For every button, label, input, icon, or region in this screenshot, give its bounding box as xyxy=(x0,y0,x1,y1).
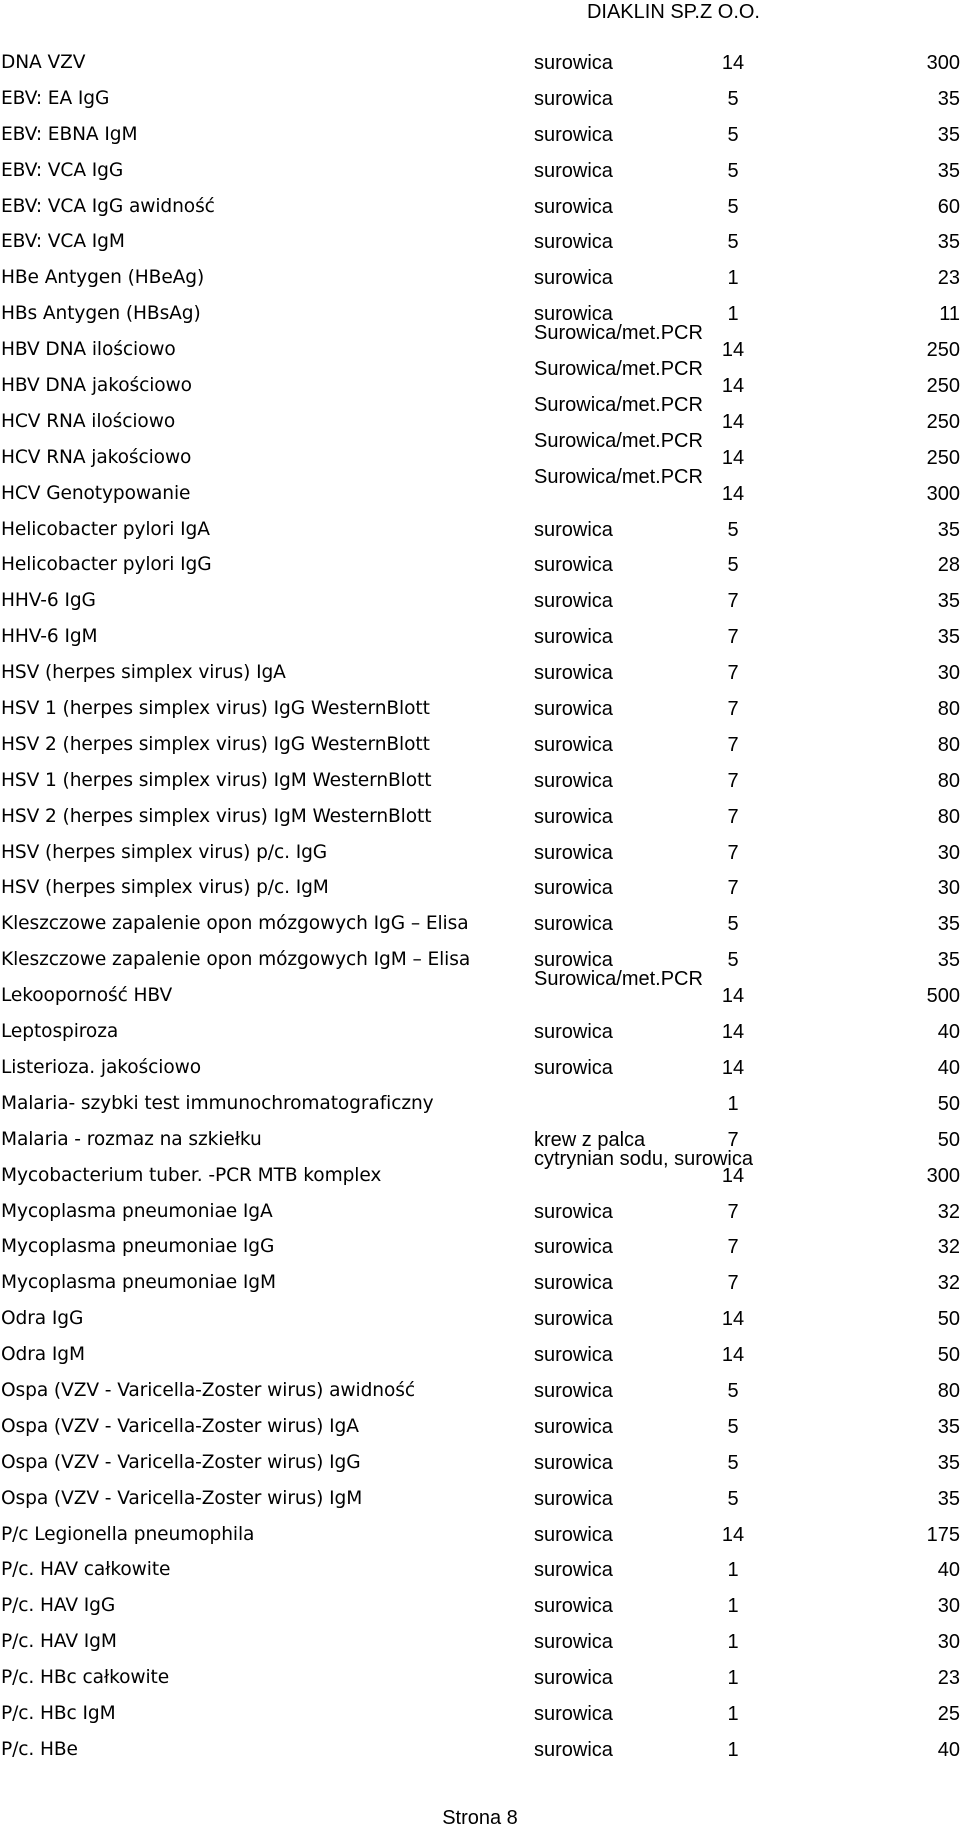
table-row xyxy=(0,691,960,727)
table-row xyxy=(0,1229,960,1265)
price: 250 xyxy=(926,446,960,469)
turnaround-days: 14 xyxy=(721,1056,745,1079)
price: 11 xyxy=(939,303,960,326)
test-name: Kleszczowe zapalenie opon mózgowych IgG – Elisa xyxy=(1,913,469,935)
price: 35 xyxy=(937,590,960,613)
material: Surowica/met.PCR xyxy=(534,968,703,991)
material: surowica xyxy=(534,626,613,649)
table-row xyxy=(0,763,960,799)
test-name: DNA VZV xyxy=(1,52,86,73)
turnaround-days: 14 xyxy=(721,339,745,362)
material: surowica xyxy=(534,1559,613,1582)
test-name: HSV 1 (herpes simplex virus) IgM WesternBlott xyxy=(1,769,432,791)
test-name: HSV (herpes simplex virus) IgA xyxy=(1,662,286,684)
turnaround-days: 1 xyxy=(727,303,739,326)
material: surowica xyxy=(534,1738,613,1761)
test-name: Odra IgG xyxy=(1,1308,84,1330)
table-row xyxy=(0,117,960,153)
price: 80 xyxy=(937,733,960,756)
test-name: Odra IgM xyxy=(1,1344,85,1366)
material: surowica xyxy=(534,1667,613,1690)
test-name: P/c. HBc IgM xyxy=(1,1702,116,1724)
price: 250 xyxy=(926,339,960,362)
price: 50 xyxy=(937,1128,960,1151)
price: 250 xyxy=(926,410,960,433)
material: surowica xyxy=(534,52,613,74)
test-name: HBV DNA ilościowo xyxy=(1,339,176,361)
table-row xyxy=(0,799,960,835)
material: Surowica/met.PCR xyxy=(534,393,703,416)
table-row xyxy=(0,942,960,978)
turnaround-days: 7 xyxy=(727,769,739,792)
test-name: P/c. HAV IgG xyxy=(1,1595,116,1617)
company-header: DIAKLIN SP.Z O.O. xyxy=(586,1,760,23)
price: 25 xyxy=(937,1702,960,1725)
table-row xyxy=(0,547,960,583)
table-row xyxy=(0,1337,960,1373)
table-row xyxy=(0,45,960,81)
price: 40 xyxy=(937,1559,960,1582)
material: surowica xyxy=(534,554,613,577)
table-row xyxy=(0,1122,960,1158)
material: surowica xyxy=(534,1021,613,1044)
material: surowica xyxy=(534,1272,613,1295)
material: cytrynian sodu, surowica xyxy=(534,1147,753,1170)
price: 32 xyxy=(937,1272,960,1295)
price: 30 xyxy=(937,1631,960,1654)
price: 35 xyxy=(937,1487,960,1510)
material: surowica xyxy=(534,518,613,541)
test-name: HHV-6 IgM xyxy=(1,626,98,648)
table-row xyxy=(0,1373,960,1409)
price: 50 xyxy=(937,1308,960,1331)
turnaround-days: 7 xyxy=(727,1272,739,1295)
table-row xyxy=(0,1194,960,1230)
test-name: Mycoplasma pneumoniae IgG xyxy=(1,1236,275,1258)
material: surowica xyxy=(534,1308,613,1331)
test-name: EBV: VCA IgM xyxy=(1,231,125,253)
table-row xyxy=(0,619,960,655)
table-row xyxy=(0,1265,960,1301)
table-row xyxy=(0,393,960,440)
table-row xyxy=(0,1660,960,1696)
turnaround-days: 5 xyxy=(727,87,739,110)
test-name: Helicobacter pylori IgA xyxy=(1,518,210,540)
turnaround-days: 14 xyxy=(721,410,745,433)
table-row xyxy=(0,906,960,942)
price: 35 xyxy=(937,159,960,182)
price: 35 xyxy=(937,518,960,541)
turnaround-days: 14 xyxy=(721,1021,745,1044)
price: 80 xyxy=(937,769,960,792)
turnaround-days: 5 xyxy=(727,554,739,577)
table-row xyxy=(0,1050,960,1086)
price: 35 xyxy=(937,949,960,972)
table-row xyxy=(0,81,960,117)
test-name: HCV RNA jakościowo xyxy=(1,446,192,468)
test-name: Ospa (VZV - Varicella-Zoster wirus) IgM xyxy=(1,1487,363,1509)
test-name: Kleszczowe zapalenie opon mózgowych IgM – Elisa xyxy=(1,949,471,971)
material: surowica xyxy=(534,590,613,613)
test-name: EBV: VCA IgG awidność xyxy=(1,195,215,217)
test-name: Lekooporność HBV xyxy=(1,985,173,1007)
test-name: Malaria- szybki test immunochromatograficzny xyxy=(1,1092,434,1114)
test-name: HBs Antygen (HBsAg) xyxy=(1,303,201,325)
table-row xyxy=(0,358,960,404)
turnaround-days: 7 xyxy=(727,1200,739,1223)
turnaround-days: 14 xyxy=(721,985,745,1008)
material: surowica xyxy=(534,159,613,182)
turnaround-days: 14 xyxy=(721,482,745,505)
price: 80 xyxy=(937,805,960,828)
turnaround-days: 7 xyxy=(727,841,739,864)
table-row xyxy=(0,429,960,476)
material: Surowica/met.PCR xyxy=(534,465,703,488)
price: 32 xyxy=(937,1236,960,1259)
test-name: P/c. HAV całkowite xyxy=(1,1559,171,1581)
price: 50 xyxy=(937,1092,960,1115)
turnaround-days: 5 xyxy=(727,1487,739,1510)
table-row xyxy=(0,1147,960,1194)
turnaround-days: 14 xyxy=(721,1344,745,1367)
test-name: Ospa (VZV - Varicella-Zoster wirus) IgG xyxy=(1,1451,361,1473)
price: 30 xyxy=(937,662,960,685)
price: 80 xyxy=(937,698,960,721)
table-row xyxy=(0,1552,960,1588)
material: surowica xyxy=(534,1415,613,1438)
turnaround-days: 1 xyxy=(727,1559,739,1582)
test-name: HSV (herpes simplex virus) p/c. IgM xyxy=(1,877,329,899)
table-row xyxy=(0,1481,960,1517)
turnaround-days: 7 xyxy=(727,877,739,900)
test-name: Ospa (VZV - Varicella-Zoster wirus) awidność xyxy=(1,1379,415,1401)
table-row xyxy=(0,296,960,332)
test-name: HSV 2 (herpes simplex virus) IgG WesternBlott xyxy=(1,733,430,755)
turnaround-days: 1 xyxy=(727,1092,739,1115)
material: surowica xyxy=(534,1379,613,1402)
price: 500 xyxy=(926,985,960,1008)
turnaround-days: 1 xyxy=(727,1738,739,1761)
price: 300 xyxy=(926,482,960,505)
price: 40 xyxy=(937,1021,960,1044)
test-name: HHV-6 IgG xyxy=(1,590,96,612)
test-name: EBV: EBNA IgM xyxy=(1,123,138,145)
turnaround-days: 5 xyxy=(727,1379,739,1402)
test-name: HSV (herpes simplex virus) p/c. IgG xyxy=(1,841,328,863)
table-row xyxy=(0,835,960,871)
table-row xyxy=(0,153,960,189)
test-name: P/c. HAV IgM xyxy=(1,1631,117,1653)
turnaround-days: 14 xyxy=(721,446,745,469)
turnaround-days: 5 xyxy=(727,1451,739,1474)
test-name: HSV 1 (herpes simplex virus) IgG WesternBlott xyxy=(1,698,430,720)
table-row xyxy=(0,512,960,548)
table-row xyxy=(0,322,960,368)
turnaround-days: 14 xyxy=(721,375,745,398)
turnaround-days: 1 xyxy=(727,1667,739,1690)
test-name: Leptospiroza xyxy=(1,1021,119,1043)
price: 30 xyxy=(937,841,960,864)
price: 35 xyxy=(937,123,960,146)
price: 35 xyxy=(937,1415,960,1438)
price: 35 xyxy=(937,87,960,110)
price: 50 xyxy=(937,1344,960,1367)
price: 35 xyxy=(937,626,960,649)
material: surowica xyxy=(534,123,613,146)
turnaround-days: 7 xyxy=(727,1236,739,1259)
material: Surowica/met.PCR xyxy=(534,429,703,452)
turnaround-days: 5 xyxy=(727,231,739,254)
turnaround-days: 1 xyxy=(727,267,739,290)
price-table xyxy=(0,45,960,1768)
test-name: Mycobacterium tuber. -PCR MTB komplex xyxy=(1,1164,382,1186)
test-name: Malaria - rozmaz na szkiełku xyxy=(1,1128,262,1150)
test-name: Helicobacter pylori IgG xyxy=(1,554,212,576)
material: krew z palca xyxy=(534,1128,646,1151)
price: 60 xyxy=(937,195,960,218)
material: surowica xyxy=(534,913,613,936)
test-name: Mycoplasma pneumoniae IgA xyxy=(1,1200,273,1222)
price: 35 xyxy=(937,231,960,254)
table-row xyxy=(0,1301,960,1337)
turnaround-days: 5 xyxy=(727,913,739,936)
material: surowica xyxy=(534,303,613,326)
turnaround-days: 7 xyxy=(727,626,739,649)
test-name: EBV: VCA IgG xyxy=(1,159,124,181)
table-row xyxy=(0,1696,960,1732)
turnaround-days: 7 xyxy=(727,662,739,685)
table-row xyxy=(0,1086,960,1122)
price: 175 xyxy=(926,1523,960,1546)
price: 250 xyxy=(926,375,960,398)
material: surowica xyxy=(534,1451,613,1474)
price: 23 xyxy=(937,1667,960,1690)
material: surowica xyxy=(534,1523,613,1546)
test-name: Mycoplasma pneumoniae IgM xyxy=(1,1272,276,1294)
table-row xyxy=(0,1732,960,1768)
page-number: Strona 8 xyxy=(442,1807,518,1829)
price: 40 xyxy=(937,1738,960,1761)
turnaround-days: 5 xyxy=(727,518,739,541)
turnaround-days: 14 xyxy=(721,1308,745,1331)
table-row xyxy=(0,727,960,763)
turnaround-days: 7 xyxy=(727,590,739,613)
turnaround-days: 5 xyxy=(727,123,739,146)
turnaround-days: 14 xyxy=(721,52,745,74)
test-name: HCV RNA ilościowo xyxy=(1,410,176,432)
turnaround-days: 1 xyxy=(727,1595,739,1618)
turnaround-days: 14 xyxy=(721,1164,745,1187)
price: 300 xyxy=(926,1164,960,1187)
table-row xyxy=(0,968,960,1014)
material: surowica xyxy=(534,1056,613,1079)
material: surowica xyxy=(534,87,613,110)
turnaround-days: 14 xyxy=(721,1523,745,1546)
price: 35 xyxy=(937,913,960,936)
price: 80 xyxy=(937,1379,960,1402)
material: surowica xyxy=(534,949,613,972)
test-name: HSV 2 (herpes simplex virus) IgM WesternBlott xyxy=(1,805,432,827)
price: 35 xyxy=(937,1451,960,1474)
material: surowica xyxy=(534,1236,613,1259)
material: surowica xyxy=(534,267,613,290)
test-name: Listerioza. jakościowo xyxy=(1,1056,201,1078)
material: surowica xyxy=(534,1344,613,1367)
test-name: P/c. HBc całkowite xyxy=(1,1667,170,1689)
material: Surowica/met.PCR xyxy=(534,358,703,381)
test-name: P/c. HBe xyxy=(1,1738,78,1760)
material: surowica xyxy=(534,769,613,792)
table-row xyxy=(0,1624,960,1660)
price: 40 xyxy=(937,1056,960,1079)
material: surowica xyxy=(534,662,613,685)
table-row xyxy=(0,224,960,260)
turnaround-days: 5 xyxy=(727,159,739,182)
material: surowica xyxy=(534,805,613,828)
price: 28 xyxy=(937,554,960,577)
material: surowica xyxy=(534,841,613,864)
test-name: P/c Legionella pneumophila xyxy=(1,1523,255,1545)
test-name: HBV DNA jakościowo xyxy=(1,375,192,397)
table-row xyxy=(0,583,960,619)
table-row xyxy=(0,260,960,296)
turnaround-days: 1 xyxy=(727,1631,739,1654)
price: 30 xyxy=(937,877,960,900)
price: 32 xyxy=(937,1200,960,1223)
table-row xyxy=(0,1445,960,1481)
turnaround-days: 5 xyxy=(727,949,739,972)
material: surowica xyxy=(534,1595,613,1618)
material: surowica xyxy=(534,1487,613,1510)
material: Surowica/met.PCR xyxy=(534,322,703,345)
turnaround-days: 5 xyxy=(727,195,739,218)
price: 23 xyxy=(937,267,960,290)
table-row xyxy=(0,870,960,906)
table-row xyxy=(0,1014,960,1050)
material: surowica xyxy=(534,877,613,900)
table-row xyxy=(0,465,960,512)
price: 300 xyxy=(926,52,960,74)
turnaround-days: 7 xyxy=(727,1128,739,1151)
price: 30 xyxy=(937,1595,960,1618)
material: surowica xyxy=(534,733,613,756)
test-name: EBV: EA IgG xyxy=(1,87,110,109)
material: surowica xyxy=(534,1631,613,1654)
turnaround-days: 5 xyxy=(727,1415,739,1438)
test-name: HCV Genotypowanie xyxy=(1,482,191,504)
test-name: Ospa (VZV - Varicella-Zoster wirus) IgA xyxy=(1,1415,359,1437)
material: surowica xyxy=(534,231,613,254)
table-row xyxy=(0,189,960,225)
turnaround-days: 7 xyxy=(727,733,739,756)
material: surowica xyxy=(534,195,613,218)
turnaround-days: 1 xyxy=(727,1702,739,1725)
table-row xyxy=(0,1588,960,1624)
test-name: HBe Antygen (HBeAg) xyxy=(1,267,205,289)
material: surowica xyxy=(534,1702,613,1725)
table-row xyxy=(0,655,960,691)
table-row xyxy=(0,1409,960,1445)
turnaround-days: 7 xyxy=(727,698,739,721)
material: surowica xyxy=(534,1200,613,1223)
turnaround-days: 7 xyxy=(727,805,739,828)
table-row xyxy=(0,1517,960,1553)
material: surowica xyxy=(534,698,613,721)
